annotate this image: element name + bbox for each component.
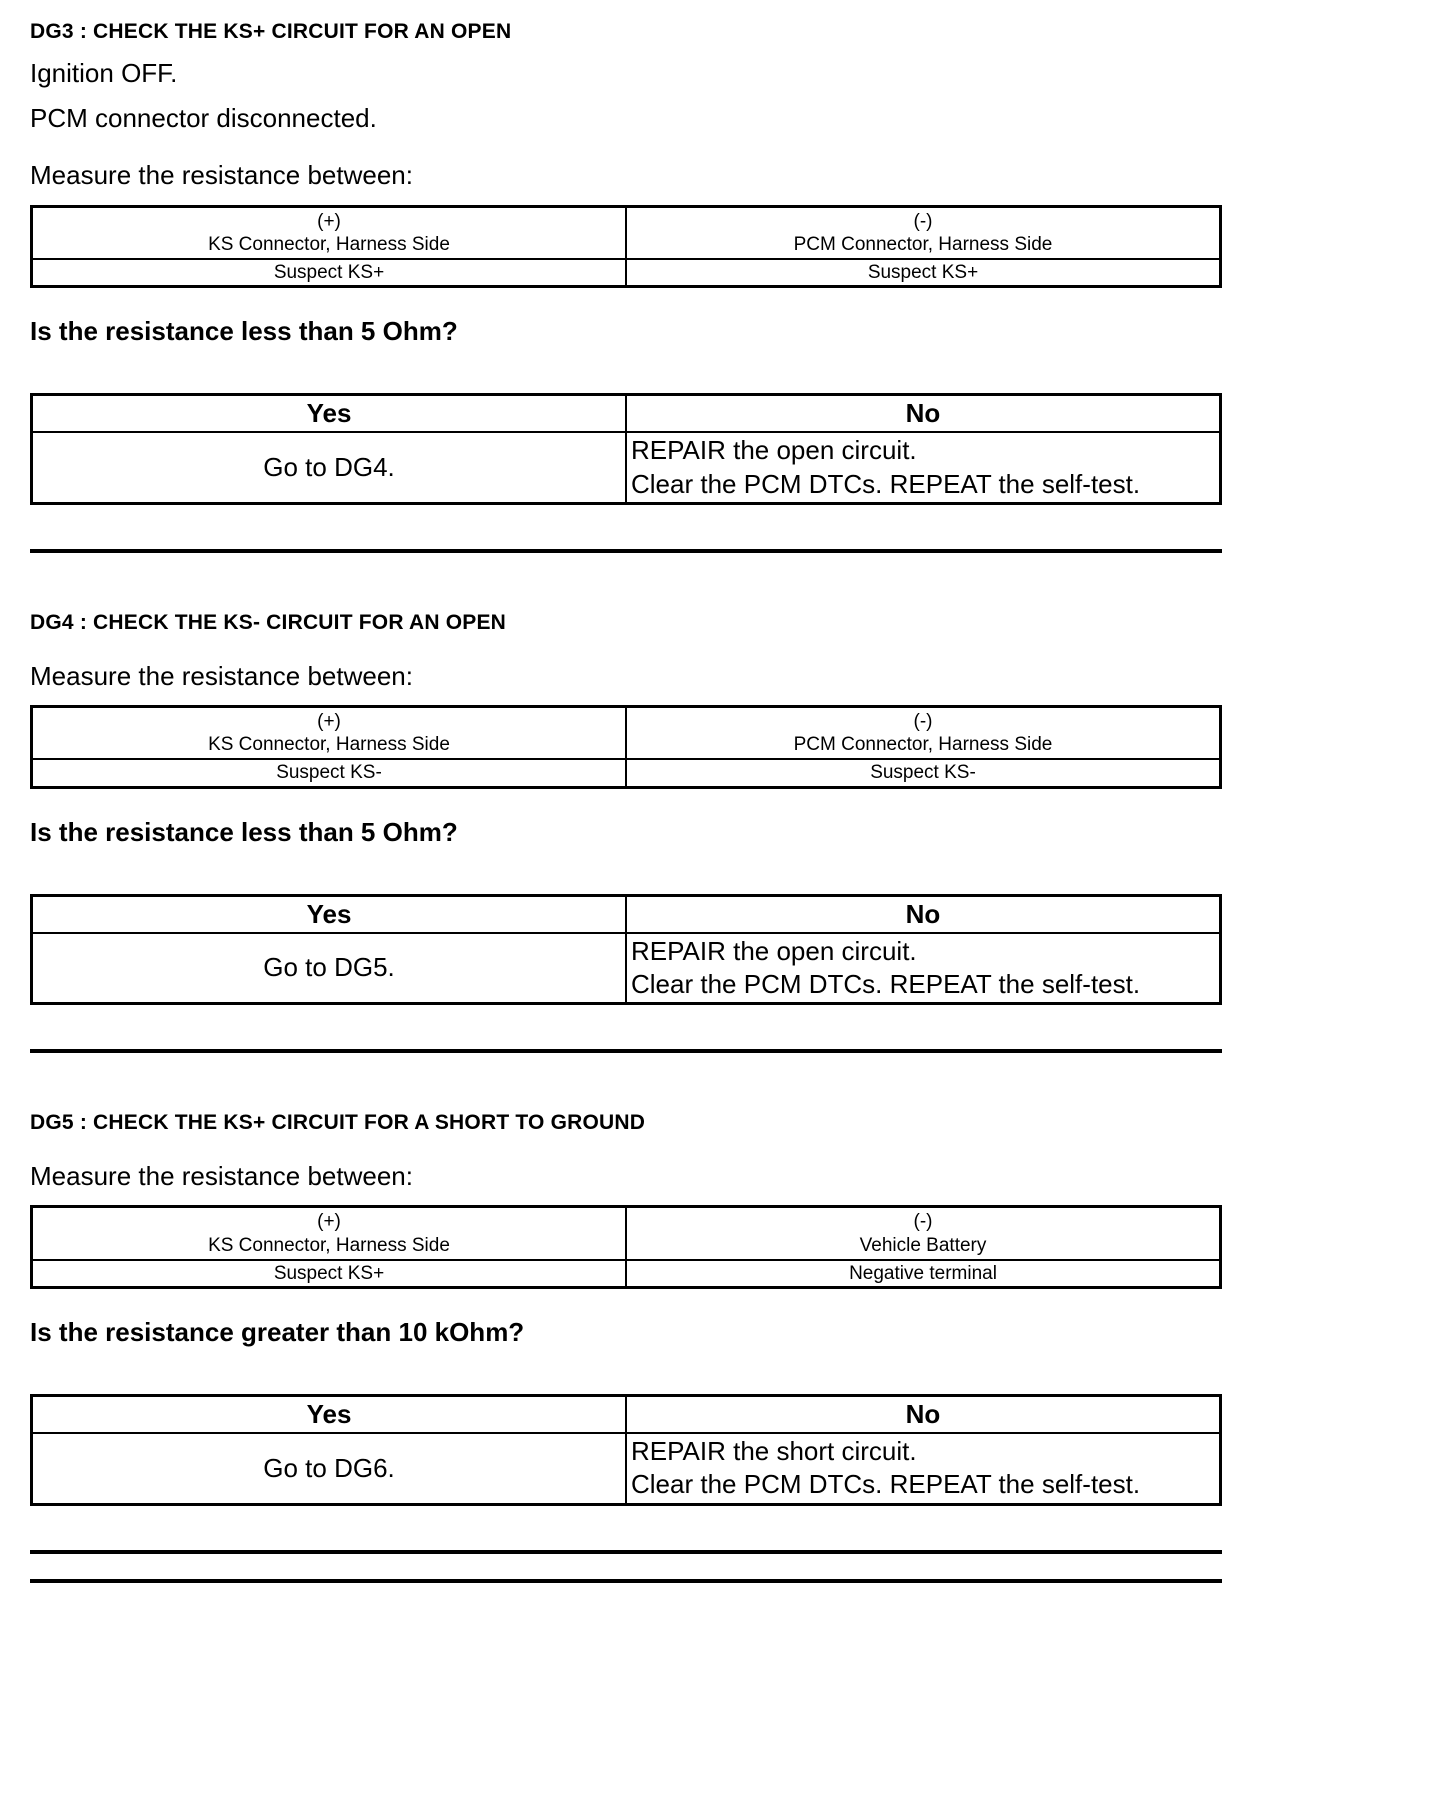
table-row xyxy=(32,259,1221,287)
yes-header: Yes xyxy=(32,395,627,433)
positive-probe-cell xyxy=(32,206,627,259)
negative-connector: PCM Connector, Harness Side xyxy=(793,734,1053,756)
question: Is the resistance greater than 10 kOhm? xyxy=(30,1316,525,1347)
positive-sign: (+) xyxy=(317,210,341,232)
result-table xyxy=(30,1394,1222,1506)
yes-action: Go to DG4. xyxy=(32,432,627,503)
table-row xyxy=(32,759,1221,787)
note-line: Ignition OFF. xyxy=(30,58,178,88)
negative-pin-cell: Negative terminal xyxy=(626,1260,1221,1288)
measurement-table xyxy=(30,1205,1222,1289)
positive-pin-cell: Suspect KS+ xyxy=(32,259,627,287)
negative-connector: Vehicle Battery xyxy=(859,1234,987,1256)
positive-sign: (+) xyxy=(317,1211,341,1233)
negative-pin-cell: Suspect KS+ xyxy=(626,259,1221,287)
section-dg3 xyxy=(30,20,1222,553)
positive-probe-cell xyxy=(32,1207,627,1260)
positive-sign: (+) xyxy=(317,710,341,732)
no-action-line: REPAIR the short circuit. xyxy=(631,1436,917,1467)
measure-label: Measure the resistance between: xyxy=(30,660,413,691)
yes-header: Yes xyxy=(32,1396,627,1434)
section-dg5 xyxy=(30,1111,1222,1582)
table-row xyxy=(32,206,1221,259)
no-action xyxy=(626,933,1221,1004)
no-header: No xyxy=(626,395,1221,433)
question: Is the resistance less than 5 Ohm? xyxy=(30,816,458,847)
negative-probe-cell xyxy=(626,706,1221,759)
negative-sign: (-) xyxy=(913,710,933,732)
negative-connector: PCM Connector, Harness Side xyxy=(793,233,1053,255)
table-row xyxy=(32,895,1221,933)
yes-action: Go to DG6. xyxy=(32,1433,627,1504)
section-heading: DG5 : CHECK THE KS+ CIRCUIT FOR A SHORT TO GROUND xyxy=(30,1111,646,1135)
section-divider xyxy=(30,549,1222,553)
section-dg4 xyxy=(30,611,1222,1053)
no-header: No xyxy=(626,895,1221,933)
note-line: PCM connector disconnected. xyxy=(30,103,377,134)
negative-sign: (-) xyxy=(913,210,933,232)
section-divider xyxy=(30,1049,1222,1053)
section-heading: DG4 : CHECK THE KS- CIRCUIT FOR AN OPEN xyxy=(30,610,507,634)
measurement-table xyxy=(30,205,1222,289)
yes-header: Yes xyxy=(32,895,627,933)
no-action xyxy=(626,432,1221,503)
no-action-line: Clear the PCM DTCs. REPEAT the self-test. xyxy=(631,1469,1141,1500)
page-end-rule xyxy=(30,1579,1222,1583)
result-table xyxy=(30,894,1222,1006)
positive-pin-cell: Suspect KS+ xyxy=(32,1260,627,1288)
table-row xyxy=(32,1433,1221,1504)
table-row xyxy=(32,432,1221,503)
no-action-line: REPAIR the open circuit. xyxy=(631,435,917,466)
table-row xyxy=(32,706,1221,759)
table-row xyxy=(32,395,1221,433)
no-action-line: Clear the PCM DTCs. REPEAT the self-test. xyxy=(631,968,1141,999)
positive-connector: KS Connector, Harness Side xyxy=(208,1234,450,1256)
no-header: No xyxy=(626,1396,1221,1434)
yes-action: Go to DG5. xyxy=(32,933,627,1004)
negative-probe-cell xyxy=(626,1207,1221,1260)
table-row xyxy=(32,1260,1221,1288)
table-row xyxy=(32,933,1221,1004)
result-table xyxy=(30,393,1222,505)
measure-label: Measure the resistance between: xyxy=(30,160,413,191)
question: Is the resistance less than 5 Ohm? xyxy=(30,316,458,347)
no-action xyxy=(626,1433,1221,1504)
positive-probe-cell xyxy=(32,706,627,759)
negative-sign: (-) xyxy=(913,1211,933,1233)
positive-pin-cell: Suspect KS- xyxy=(32,759,627,787)
table-row xyxy=(32,1396,1221,1434)
no-action-line: Clear the PCM DTCs. REPEAT the self-test. xyxy=(631,468,1141,499)
measurement-table xyxy=(30,705,1222,789)
section-heading: DG3 : CHECK THE KS+ CIRCUIT FOR AN OPEN xyxy=(30,20,512,43)
measure-label: Measure the resistance between: xyxy=(30,1161,413,1192)
negative-probe-cell xyxy=(626,206,1221,259)
no-action-line: REPAIR the open circuit. xyxy=(631,935,917,966)
positive-connector: KS Connector, Harness Side xyxy=(208,734,450,756)
table-row xyxy=(32,1207,1221,1260)
negative-pin-cell: Suspect KS- xyxy=(626,759,1221,787)
positive-connector: KS Connector, Harness Side xyxy=(208,233,450,255)
section-divider xyxy=(30,1550,1222,1554)
